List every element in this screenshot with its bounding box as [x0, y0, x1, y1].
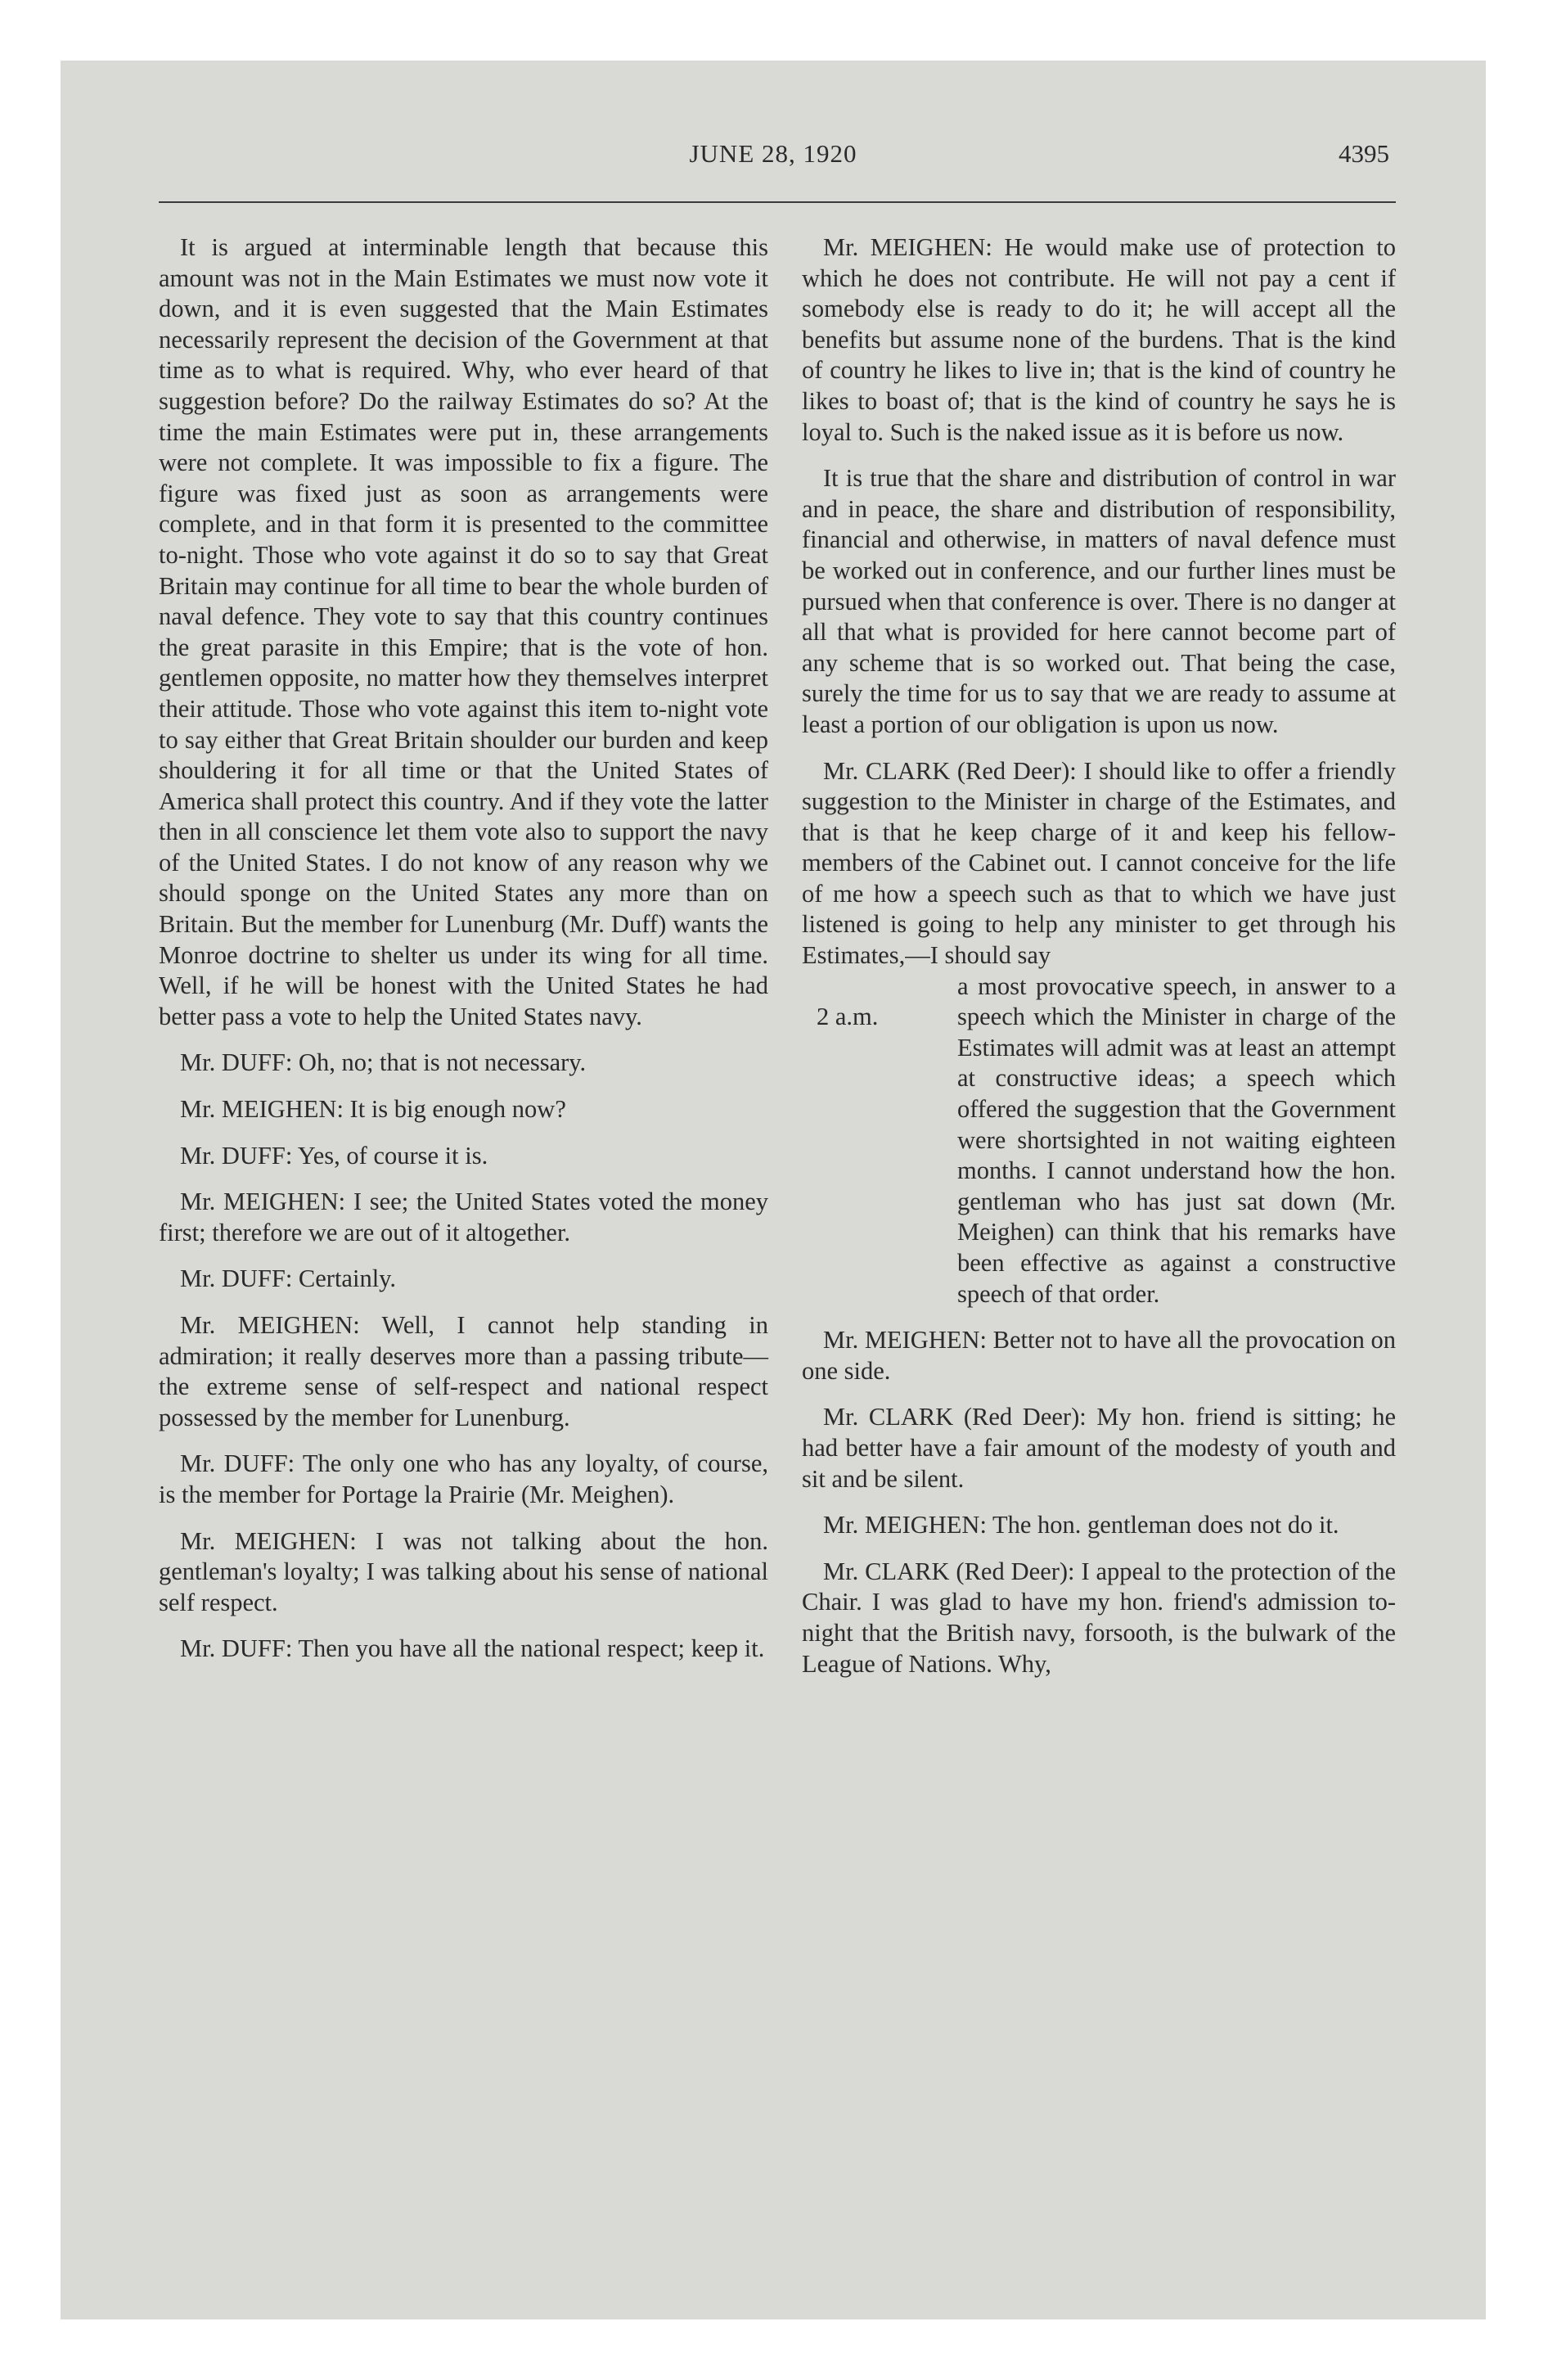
- header-date: JUNE 28, 1920: [689, 139, 857, 168]
- paragraph: Mr. DUFF: Yes, of course it is.: [180, 1141, 488, 1170]
- paragraph-continued: a most provocative speech, in answer to a speech which the Minister in charge of the Estimates will admit was at least an attempt at constructive ideas; a speech which offered the suggestion that the Government were shortsighted in not waiting eighteen months. I cannot understand how the hon. gentleman who has just sat down (Mr. Meighen) can think that his remarks have been effective as against a constructive speech of that order.: [957, 971, 1396, 1308]
- paragraph: Mr. DUFF: The only one who has any loyalty, of course, is the member for Portage la Prairie (Mr. Meighen).: [159, 1449, 768, 1508]
- paragraph: Mr. MEIGHEN: He would make use of protection to which he does not contribute. He will not pay a cent if somebody else is ready to do it; he will accept all the benefits but assume none of the burdens. That is the kind of country he likes to live in; that is the kind of country he likes to boast of; that is the kind of country he says he is loyal to. Such is the naked issue as it is before us now.: [802, 233, 1396, 446]
- paragraph: Mr. CLARK (Red Deer): I appeal to the protection of the Chair. I was glad to have my hon. friend's admission to-night that the British navy, forsooth, is the bulwark of the League of Nations. Why,: [802, 1557, 1396, 1678]
- paragraph: Mr. DUFF: Certainly.: [180, 1264, 397, 1293]
- scanned-page: [61, 61, 1486, 2319]
- paragraph: It is argued at interminable length that because this amount was not in the Main Estimates we must now vote it down, and it is even suggested that the Main Estimates necessarily represent the decision of the Government at that time as to what is required. Why, who ever heard of that suggestion before? Do the railway Estimates do so? At the time the main Estimates were put in, these arrangements were not complete. It was impossible to fix a figure. The figure was fixed just as soon as arrangements were complete, and in that form it is presented to the committee to-night. Those who vote against it do so to say that Great Britain may continue for all time to bear the whole burden of naval defence. They vote to say that this country continues the great parasite in this Empire; that is the vote of hon. gentlemen opposite, no matter how they themselves interpret their attitude. Those who vote against this item to-night vote to say either that Great Britain shoulder our burden and keep shouldering it for all time or that the United States of America shall protect this country. And if they vote the latter then in all conscience let them vote also to support the navy of the United States. I do not know of any reason why we should sponge on the United States any more than on Britain. But the member for Lunenburg (Mr. Duff) wants the Monroe doctrine to shelter us under its wing for all time. Well, if he will be honest with the United States he had better pass a vote to help the United States navy.: [159, 233, 768, 1030]
- header-rule: [159, 201, 1396, 203]
- page-number: 4395: [1339, 139, 1389, 168]
- paragraph: Mr. DUFF: Then you have all the national respect; keep it.: [180, 1634, 765, 1663]
- page-header: [61, 139, 1486, 188]
- paragraph: Mr. MEIGHEN: I see; the United States voted the money first; therefore we are out of it altogether.: [159, 1188, 768, 1246]
- time-marker: 2 a.m.: [817, 1003, 879, 1031]
- left-column: [159, 232, 768, 1680]
- timestamp-block: [802, 971, 1396, 1310]
- right-column: [802, 232, 1396, 1695]
- paragraph: Mr. CLARK (Red Deer): I should like to offer a friendly suggestion to the Minister in charge of the Estimates, and that is that he keep charge of it and keep his fellow-members of the Cabinet out. I cannot conceive for the life of me how a speech such as that to which we have just listened is going to help any minister to get through his Estimates,—I should say: [802, 756, 1396, 970]
- paragraph: Mr. MEIGHEN: I was not talking about the hon. gentleman's loyalty; I was talking about his sense of national self respect.: [159, 1526, 768, 1616]
- paragraph: Mr. DUFF: Oh, no; that is not necessary.: [180, 1048, 587, 1077]
- paragraph: Mr. MEIGHEN: Well, I cannot help standing in admiration; it really deserves more than a passing tribute—the extreme sense of self-respect and national respect possessed by the member for Lunenburg.: [159, 1311, 768, 1431]
- paragraph: Mr. CLARK (Red Deer): My hon. friend is sitting; he had better have a fair amount of the modesty of youth and sit and be silent.: [802, 1403, 1396, 1493]
- paragraph: Mr. MEIGHEN: Better not to have all the provocation on one side.: [802, 1326, 1396, 1385]
- paragraph: Mr. MEIGHEN: The hon. gentleman does not do it.: [823, 1511, 1339, 1539]
- paragraph: Mr. MEIGHEN: It is big enough now?: [180, 1095, 566, 1124]
- paragraph: It is true that the share and distribution of control in war and in peace, the share and distribution of responsibility, financial and otherwise, in matters of naval defence must be worked out in conference, and our further lines must be pursued when that conference is over. There is no danger at all that what is provided for here cannot become part of any scheme that is so worked out. That being the case, surely the time for us to say that we are ready to assume at least a portion of our obligation is upon us now.: [802, 464, 1396, 738]
